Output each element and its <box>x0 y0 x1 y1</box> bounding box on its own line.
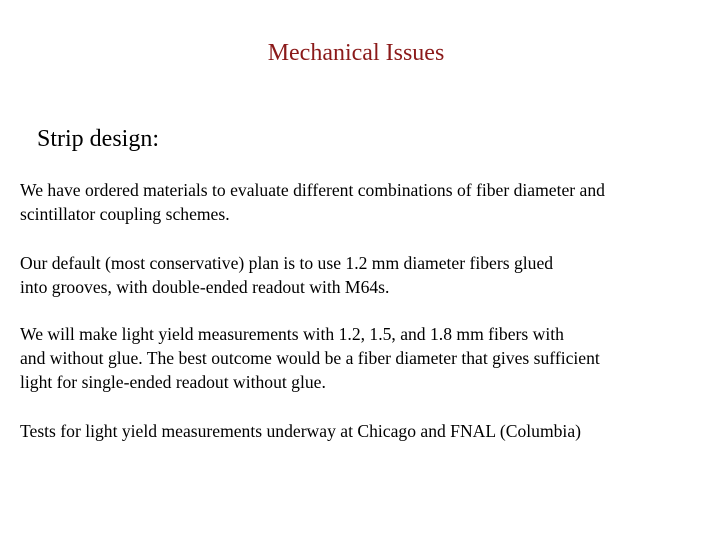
paragraph-default-plan <box>20 251 710 299</box>
paragraph-line: We will make light yield measurements with 1.2, 1.5, and 1.8 mm fibers with <box>20 324 564 344</box>
section-heading: Strip design: <box>37 126 160 152</box>
slide-title: Mechanical Issues <box>267 40 445 66</box>
paragraph-line: We have ordered materials to evaluate different combinations of fiber diameter and <box>20 180 605 200</box>
paragraph-line: Our default (most conservative) plan is to use 1.2 mm diameter fibers glued <box>20 253 554 273</box>
paragraph-materials <box>20 178 710 226</box>
paragraph-line: scintillator coupling schemes. <box>20 204 230 224</box>
paragraph-light-yield <box>20 322 710 394</box>
paragraph-tests <box>20 419 710 443</box>
paragraph-line: and without glue. The best outcome would be a fiber diameter that gives sufficient <box>20 348 600 368</box>
paragraph-line: into grooves, with double-ended readout with M64s. <box>20 277 390 297</box>
paragraph-line: Tests for light yield measurements underway at Chicago and FNAL (Columbia) <box>20 421 581 441</box>
paragraph-line: light for single-ended readout without glue. <box>20 372 326 392</box>
